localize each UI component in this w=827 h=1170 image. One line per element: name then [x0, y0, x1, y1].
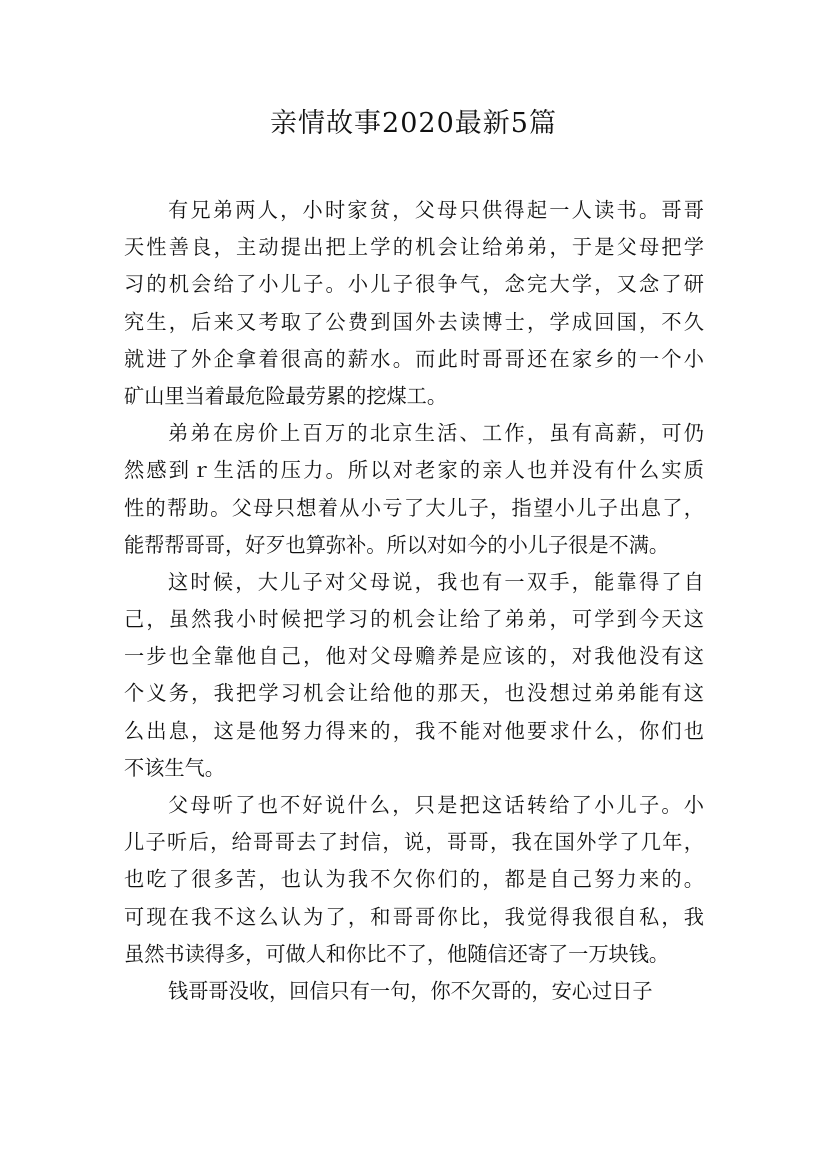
text-line: 个义务，我把学习机会让给他的那天，也没想过弟弟能有这	[124, 681, 704, 706]
text-line: 究生，后来又考取了公费到国外去读博士，学成回国，不久	[124, 309, 704, 334]
text-line: 一步也全靠他自己，他对父母赡养是应该的，对我他没有这	[124, 644, 704, 669]
document-title: 亲情故事2020最新5篇	[270, 108, 557, 139]
text-line: 么出息，这是他努力得来的，我不能对他要求什么，你们也	[124, 718, 704, 743]
text-line: 这时候，大儿子对父母说，我也有一双手，能靠得了自	[168, 569, 704, 594]
text-line: 钱哥哥没收，回信只有一句，你不欠哥的，安心过日子	[168, 978, 653, 1003]
text-line: 习的机会给了小儿子。小儿子很争气，念完大学，又念了研	[124, 272, 704, 297]
text-line: 也吃了很多苦，也认为我不欠你们的，都是自己努力来的。	[124, 867, 704, 892]
text-line: 然感到ｒ生活的压力。所以对老家的亲人也并没有什么实质	[124, 458, 704, 483]
text-line: 儿子听后，给哥哥去了封信，说，哥哥，我在国外学了几年，	[124, 830, 704, 855]
text-line: 天性善良，主动提出把上学的机会让给弟弟，于是父母把学	[124, 235, 704, 260]
text-line: 有兄弟两人，小时家贫，父母只供得起一人读书。哥哥	[168, 198, 704, 222]
text-line: 可现在我不这么认为了，和哥哥你比，我觉得我很自私，我	[124, 904, 704, 929]
text-line: 虽然书读得多，可做人和你比不了，他随信还寄了一万块钱。	[124, 941, 670, 966]
text-line: 矿山里当着最危险最劳累的挖煤工。	[124, 383, 448, 408]
document-body	[124, 192, 704, 1010]
text-line: 己，虽然我小时候把学习的机会让给了弟弟，可学到今天这	[124, 607, 704, 632]
text-line: 就进了外企拿着很高的薪水。而此时哥哥还在家乡的一个小	[124, 346, 704, 371]
text-line: 性的帮助。父母只想着从小亏了大儿子，指望小儿子出息了，	[124, 495, 704, 520]
text-line: 不该生气。	[124, 755, 225, 780]
text-line: 父母听了也不好说什么，只是把这话转给了小儿子。小	[168, 793, 704, 817]
text-line: 弟弟在房价上百万的北京生活、工作，虽有高薪，可仍	[168, 421, 704, 446]
text-line: 能帮帮哥哥，好歹也算弥补。所以对如今的小儿子很是不满。	[124, 532, 670, 557]
